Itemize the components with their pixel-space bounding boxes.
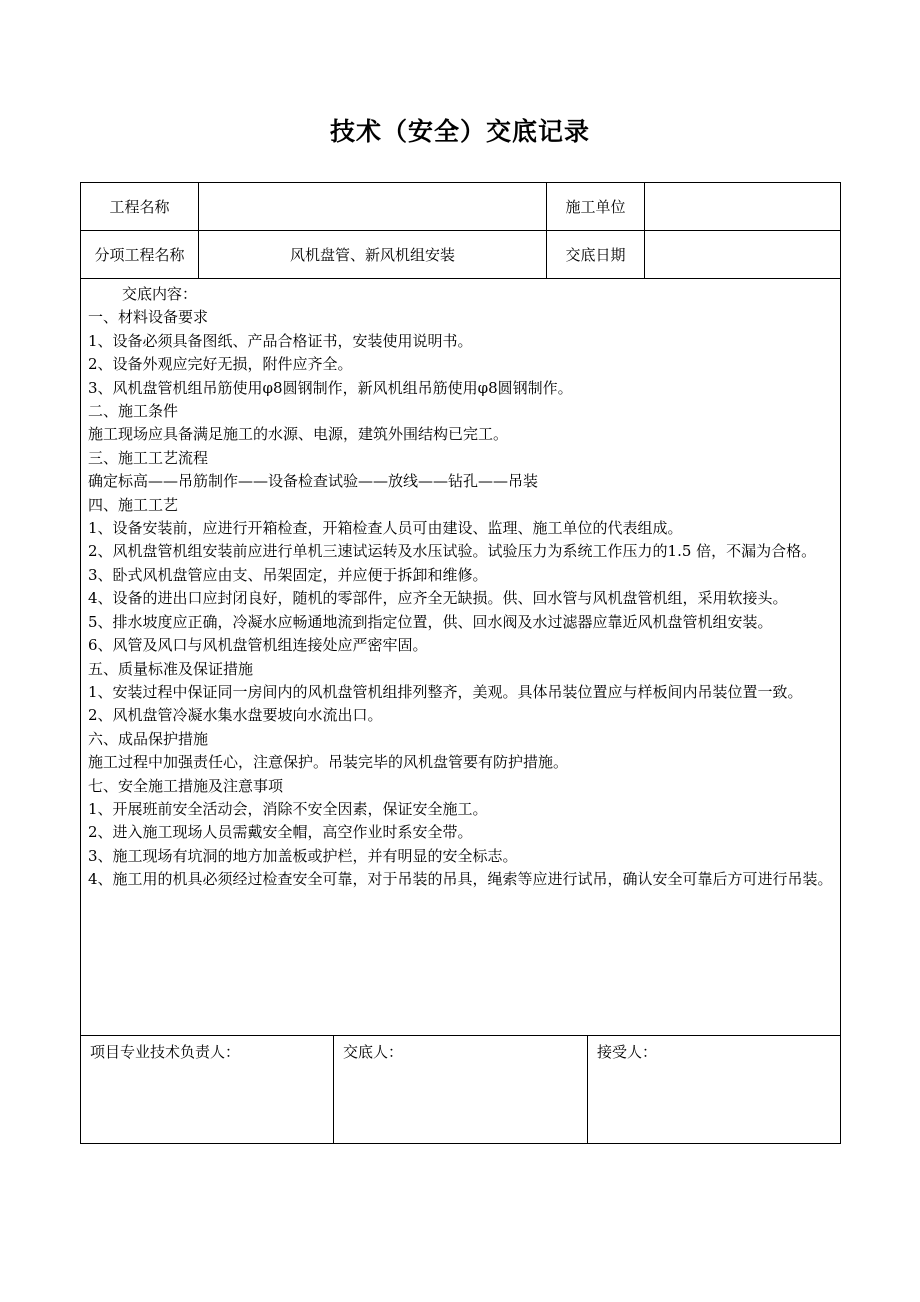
presenter-signature-field[interactable] [334, 1036, 588, 1143]
project-name-field[interactable] [199, 183, 547, 230]
content-line: 七、安全施工措施及注意事项 [88, 776, 284, 795]
receiver-signature-field[interactable] [588, 1036, 840, 1143]
content-line: 交底内容： [122, 285, 198, 303]
content-line: 2、进入施工现场人员需戴安全帽，高空作业时系安全带。 [88, 823, 473, 842]
disclosure-date-field[interactable] [645, 231, 840, 278]
content-line: 1、开展班前安全活动会，消除不安全因素，保证安全施工。 [88, 799, 488, 818]
content-line: 2、风机盘管机组安装前应进行单机三速试运转及水压试验。试验压力为系统工作压力的1.5 倍，不漏为合格。 [88, 542, 817, 561]
content-line: 3、卧式风机盘管应由支、吊架固定，并应便于拆卸和维修。 [88, 565, 488, 584]
content-line: 四、施工工艺 [88, 495, 179, 514]
project-name-label: 工程名称 [81, 183, 199, 230]
content-line: 3、风机盘管机组吊筋使用φ8圆钢制作，新风机组吊筋使用φ8圆钢制作。 [88, 378, 573, 397]
header-row-subproject [81, 231, 840, 279]
construction-unit-field[interactable] [645, 183, 840, 230]
content-line: 五、质量标准及保证措施 [88, 659, 254, 678]
content-line: 二、施工条件 [88, 402, 179, 421]
tech-lead-label: 项目专业技术负责人： [90, 1043, 241, 1061]
content-line: 1、设备安装前，应进行开箱检查，开箱检查人员可由建设、监理、施工单位的代表组成。 [88, 519, 683, 538]
header-row-project [81, 183, 840, 231]
content-line: 5、排水坡度应正确，冷凝水应畅通地流到指定位置，供、回水阀及水过滤器应靠近风机盘管机组安装。 [88, 612, 773, 631]
content-line: 三、施工工艺流程 [88, 448, 209, 467]
disclosure-record-form [80, 182, 841, 1144]
content-line: 4、设备的进出口应封闭良好，随机的零部件，应齐全无缺损。供、回水管与风机盘管机组，采用软接头。 [88, 589, 788, 608]
disclosure-content [81, 279, 840, 1036]
presenter-label: 交底人： [343, 1043, 404, 1061]
tech-lead-signature-field[interactable] [81, 1036, 334, 1143]
disclosure-date-label: 交底日期 [547, 231, 645, 278]
sub-project-field[interactable]: 风机盘管、新风机组安装 [199, 231, 547, 278]
content-line: 1、设备必须具备图纸、产品合格证书，安装使用说明书。 [88, 331, 473, 350]
content-line: 2、风机盘管冷凝水集水盘要坡向水流出口。 [88, 706, 383, 725]
content-line: 一、材料设备要求 [88, 308, 209, 327]
content-line: 六、成品保护措施 [88, 729, 209, 748]
content-line: 6、风管及风口与风机盘管机组连接处应严密牢固。 [88, 636, 428, 655]
sub-project-label: 分项工程名称 [81, 231, 199, 278]
content-line: 3、施工现场有坑洞的地方加盖板或护栏，并有明显的安全标志。 [88, 846, 518, 865]
content-line: 施工现场应具备满足施工的水源、电源，建筑外围结构已完工。 [88, 425, 509, 444]
content-line: 施工过程中加强责任心，注意保护。吊装完毕的风机盘管要有防护措施。 [88, 753, 569, 772]
content-line: 1、安装过程中保证同一房间内的风机盘管机组排列整齐，美观。具体吊装位置应与样板间内吊装位置一致。 [88, 682, 803, 701]
content-line: 4、施工用的机具必须经过检查安全可靠，对于吊装的吊具，绳索等应进行试吊，确认安全可靠后方可进行吊装。 [88, 870, 833, 889]
page-title: 技术（安全）交底记录 [329, 117, 590, 146]
receiver-label: 接受人： [597, 1043, 658, 1061]
content-line: 确定标高——吊筋制作——设备检查试验——放线——钻孔——吊装 [88, 472, 539, 491]
content-line: 2、设备外观应完好无损，附件应齐全。 [88, 355, 353, 374]
construction-unit-label: 施工单位 [547, 183, 645, 230]
